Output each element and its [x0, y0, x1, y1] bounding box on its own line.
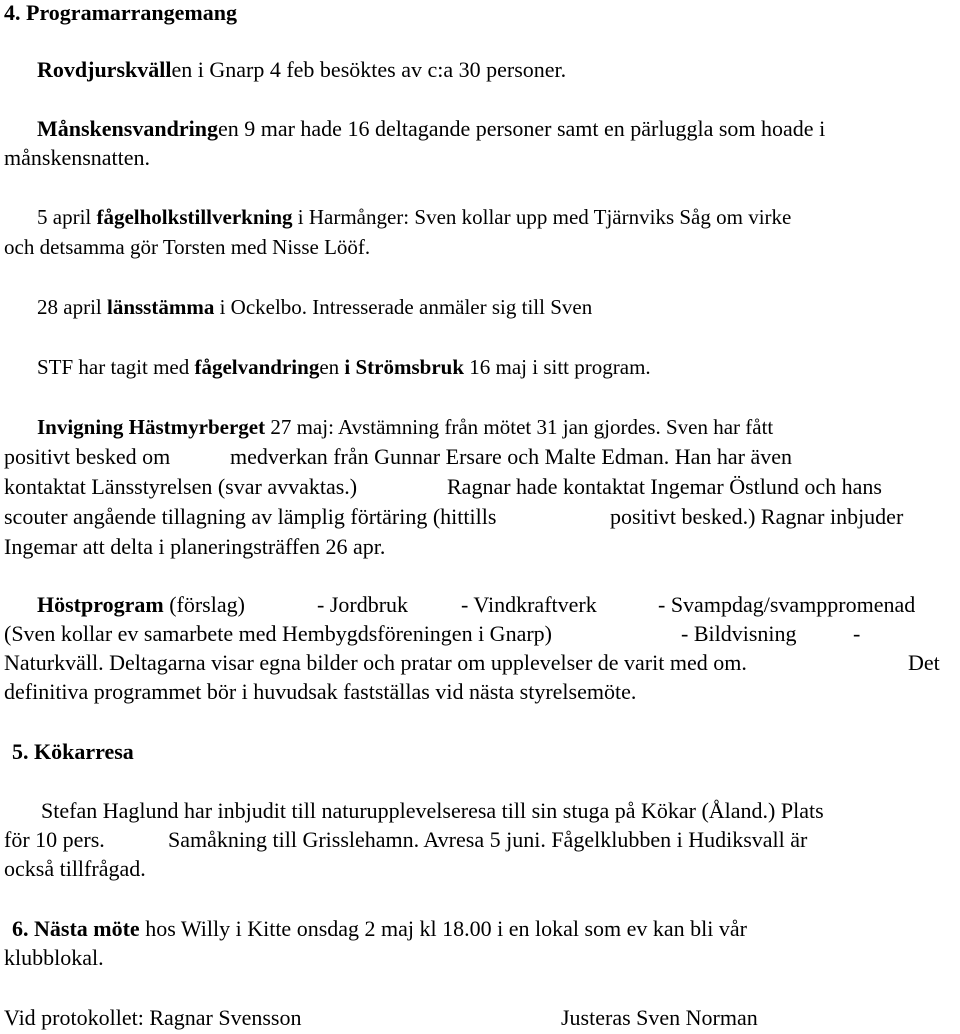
hostprogram-line1 — [37, 592, 245, 618]
lansstamma-text: i Ockelbo. Intresserade anmäler sig till Sven — [214, 295, 593, 319]
hostprogram-l2a: (Sven kollar ev samarbete med Hembygdsföreningen i Gnarp) — [4, 621, 552, 646]
invigning-l2b: medverkan från Gunnar Ersare och Malte Edman. Han har även — [230, 444, 792, 469]
section-4-heading: 4. Programarrangemang — [4, 0, 237, 25]
lansstamma-label: länsstämma — [106, 295, 215, 319]
footer-justeras: Justeras Sven Norman — [561, 1005, 758, 1030]
section-5-heading: 5. Kökarresa — [12, 739, 134, 764]
hostprogram-l3a: Naturkväll. Deltagarna visar egna bilder och pratar om upplevelser de varit med om. — [4, 650, 747, 675]
invigning-label: Invigning Hästmyrberget — [37, 415, 266, 439]
rovdjurskvall-text: en i Gnarp 4 feb besöktes av c:a 30 personer. — [171, 57, 567, 82]
fagelholk-label: fågelholkstillverkning — [96, 205, 293, 229]
kokarresa-l2a: för 10 pers. — [4, 827, 105, 852]
paragraph-invigning — [37, 414, 773, 440]
stf-mid: en — [319, 355, 345, 379]
hostprogram-l4: definitiva programmet bör i huvudsak fastställas vid nästa styrelsemöte. — [4, 679, 637, 704]
fagelvandring-label: fågelvandring — [194, 355, 320, 379]
hostprogram-l2b: - Bildvisning — [681, 621, 797, 646]
hostprogram-label: Höstprogram — [37, 592, 164, 617]
kokarresa-l3: också tillfrågad. — [4, 856, 146, 881]
footer-protokoll: Vid protokollet: Ragnar Svensson — [4, 1005, 302, 1030]
rovdjurskvall-label: Rovdjurskväll — [37, 57, 172, 82]
invigning-text: 27 maj: Avstämning från mötet 31 jan gjordes. Sven har fått — [265, 415, 774, 439]
hostprogram-forslag: (förslag) — [163, 592, 245, 617]
nasta-mote-text: hos Willy i Kitte onsdag 2 maj kl 18.00 i en lokal som ev kan bli vår — [139, 916, 748, 941]
invigning-l3b: Ragnar hade kontaktat Ingemar Östlund och hans — [447, 474, 882, 499]
invigning-l2a: positivt besked om — [4, 444, 171, 469]
fagelholk-pre: 5 april — [37, 205, 97, 229]
paragraph-manskensvandring — [37, 116, 825, 142]
manskensvandring-label: Månskensvandring — [37, 116, 218, 141]
hostprogram-svampdag: - Svampdag/svamppromenad — [658, 592, 916, 617]
manskensvandring-line2: månskensnatten. — [4, 145, 151, 170]
section-6-line2: klubblokal. — [4, 945, 104, 970]
invigning-l5: Ingemar att delta i planeringsträffen 26 apr. — [4, 534, 386, 559]
manskensvandring-text: en 9 mar hade 16 deltagande personer samt en pärluggla som hoade i — [217, 116, 826, 141]
stf-text: 16 maj i sitt program. — [464, 355, 651, 379]
hostprogram-l3b: Det — [908, 650, 940, 675]
hostprogram-l2c: - — [853, 621, 861, 646]
kokarresa-l1: Stefan Haglund har inbjudit till naturupplevelseresa till sin stuga på Kökar (Åland.) Plats — [41, 798, 824, 823]
paragraph-fagelholk — [37, 204, 791, 230]
hostprogram-jordbruk: - Jordbruk — [317, 592, 409, 617]
paragraph-rovdjurskvall — [37, 57, 566, 83]
paragraph-stf — [37, 354, 651, 380]
stf-pre: STF har tagit med — [37, 355, 195, 379]
invigning-l3a: kontaktat Länsstyrelsen (svar avvaktas.) — [4, 474, 358, 499]
section-6-num: 6. — [12, 916, 34, 941]
section-6-line1 — [12, 916, 747, 942]
kokarresa-l2b: Samåkning till Grisslehamn. Avresa 5 juni. Fågelklubben i Hudiksvall är — [168, 827, 808, 852]
fagelholk-text: i Harmånger: Sven kollar upp med Tjärnviks Såg om virke — [292, 205, 792, 229]
stromsbruk-label: i Strömsbruk — [344, 355, 465, 379]
lansstamma-pre: 28 april — [37, 295, 107, 319]
hostprogram-vindkraftverk: - Vindkraftverk — [461, 592, 597, 617]
nasta-mote-label: Nästa möte — [34, 916, 140, 941]
invigning-l4b: positivt besked.) Ragnar inbjuder — [610, 504, 904, 529]
invigning-l4a: scouter angående tillagning av lämplig förtäring (hittills — [4, 504, 497, 529]
fagelholk-line2: och detsamma gör Torsten med Nisse Lööf. — [4, 235, 371, 259]
paragraph-lansstamma — [37, 294, 592, 320]
